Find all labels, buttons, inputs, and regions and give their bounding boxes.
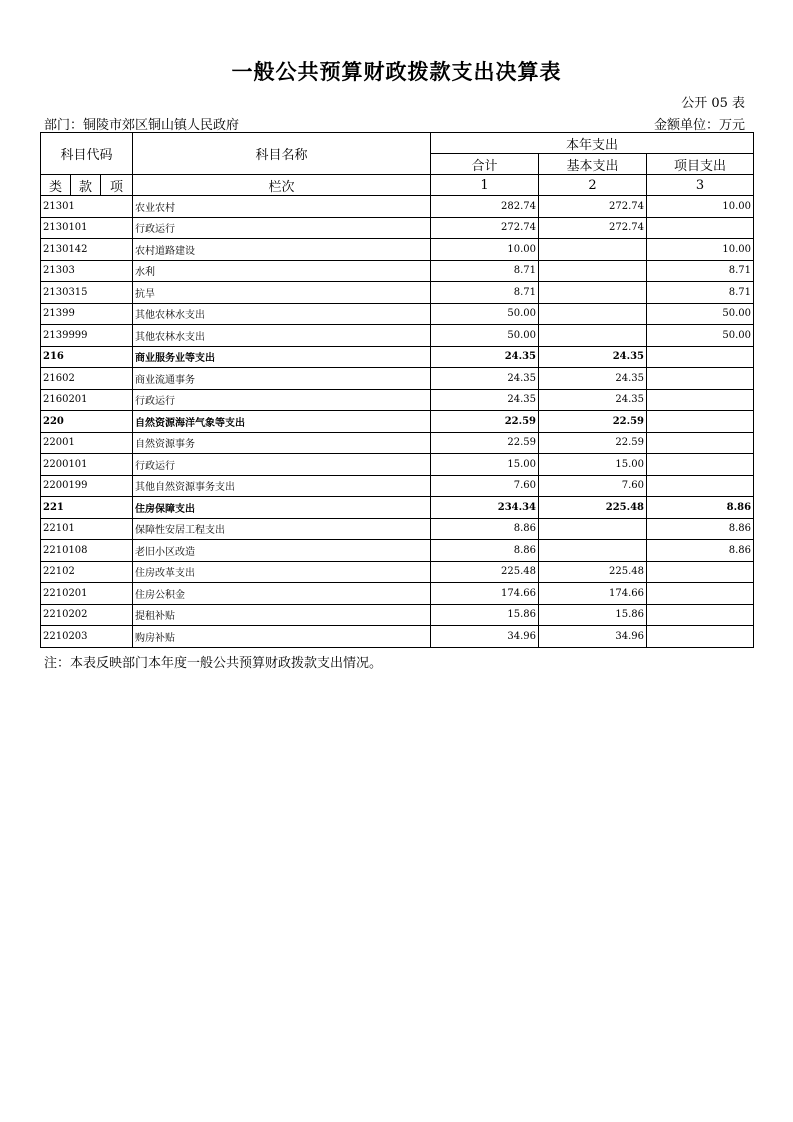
table-row xyxy=(41,282,754,304)
cell-code: 2210202 xyxy=(41,604,133,626)
cell-project: 10.00 xyxy=(647,196,754,218)
cell-code: 22102 xyxy=(41,561,133,583)
cell-name: 抗旱 xyxy=(133,282,431,304)
cell-name: 其他农林水支出 xyxy=(133,325,431,347)
cell-total: 8.86 xyxy=(431,518,539,540)
cell-total: 8.71 xyxy=(431,260,539,282)
cell-basic xyxy=(539,260,647,282)
table-row xyxy=(41,454,754,476)
cell-name: 住房改革支出 xyxy=(133,561,431,583)
cell-basic: 24.35 xyxy=(539,389,647,411)
cell-name: 农业农村 xyxy=(133,196,431,218)
table-row xyxy=(41,325,754,347)
table-row xyxy=(41,432,754,454)
cell-basic: 225.48 xyxy=(539,497,647,519)
cell-total: 10.00 xyxy=(431,239,539,261)
cell-basic: 24.35 xyxy=(539,346,647,368)
cell-basic: 22.59 xyxy=(539,411,647,433)
cell-total: 272.74 xyxy=(431,217,539,239)
cell-project: 50.00 xyxy=(647,303,754,325)
cell-code: 2139999 xyxy=(41,325,133,347)
cell-project xyxy=(647,475,754,497)
header-project: 项目支出 xyxy=(647,154,754,175)
table-row xyxy=(41,626,754,648)
table-row xyxy=(41,260,754,282)
cell-name: 住房公积金 xyxy=(133,583,431,605)
cell-basic: 24.35 xyxy=(539,368,647,390)
cell-basic xyxy=(539,518,647,540)
cell-project: 8.86 xyxy=(647,497,754,519)
cell-total: 50.00 xyxy=(431,303,539,325)
cell-total: 24.35 xyxy=(431,389,539,411)
cell-name: 行政运行 xyxy=(133,454,431,476)
page-title: 一般公共预算财政拨款支出决算表 xyxy=(231,60,562,84)
cell-project: 8.86 xyxy=(647,518,754,540)
cell-total: 24.35 xyxy=(431,346,539,368)
cell-project xyxy=(647,389,754,411)
cell-code: 2210108 xyxy=(41,540,133,562)
cell-name: 商业服务业等支出 xyxy=(133,346,431,368)
table-row xyxy=(41,303,754,325)
cell-total: 50.00 xyxy=(431,325,539,347)
cell-code: 22001 xyxy=(41,432,133,454)
form-number: 公开 05 表 xyxy=(681,96,745,111)
cell-basic: 15.00 xyxy=(539,454,647,476)
cell-project xyxy=(647,411,754,433)
cell-code: 220 xyxy=(41,411,133,433)
cell-code: 21602 xyxy=(41,368,133,390)
expenditure-table xyxy=(40,132,754,648)
cell-total: 225.48 xyxy=(431,561,539,583)
footnote: 注：本表反映部门本年度一般公共预算财政拨款支出情况。 xyxy=(44,656,383,671)
cell-basic: 15.86 xyxy=(539,604,647,626)
cell-name: 其他自然资源事务支出 xyxy=(133,475,431,497)
table-row xyxy=(41,475,754,497)
header-code: 科目代码 xyxy=(41,133,133,175)
cell-code: 221 xyxy=(41,497,133,519)
cell-code: 216 xyxy=(41,346,133,368)
cell-project xyxy=(647,217,754,239)
cell-basic: 272.74 xyxy=(539,217,647,239)
cell-total: 15.86 xyxy=(431,604,539,626)
cell-code: 21301 xyxy=(41,196,133,218)
cell-total: 34.96 xyxy=(431,626,539,648)
cell-basic xyxy=(539,540,647,562)
cell-project: 8.71 xyxy=(647,282,754,304)
header-lanci: 栏次 xyxy=(133,175,431,196)
table-row xyxy=(41,540,754,562)
cell-total: 22.59 xyxy=(431,411,539,433)
department-label: 部门：铜陵市郊区铜山镇人民政府 xyxy=(44,118,240,133)
cell-project xyxy=(647,561,754,583)
cell-code: 2210203 xyxy=(41,626,133,648)
cell-code: 2200199 xyxy=(41,475,133,497)
cell-name: 商业流通事务 xyxy=(133,368,431,390)
cell-total: 282.74 xyxy=(431,196,539,218)
cell-basic: 272.74 xyxy=(539,196,647,218)
header-current-year: 本年支出 xyxy=(431,133,754,154)
cell-name: 住房保障支出 xyxy=(133,497,431,519)
cell-name: 提租补贴 xyxy=(133,604,431,626)
table-row xyxy=(41,389,754,411)
cell-project: 50.00 xyxy=(647,325,754,347)
cell-code: 22101 xyxy=(41,518,133,540)
cell-name: 购房补贴 xyxy=(133,626,431,648)
header-col-2: 2 xyxy=(539,175,647,196)
cell-project: 10.00 xyxy=(647,239,754,261)
table-row xyxy=(41,497,754,519)
cell-basic xyxy=(539,303,647,325)
cell-project: 8.71 xyxy=(647,260,754,282)
cell-name: 老旧小区改造 xyxy=(133,540,431,562)
cell-code: 21303 xyxy=(41,260,133,282)
cell-code: 2210201 xyxy=(41,583,133,605)
cell-total: 8.86 xyxy=(431,540,539,562)
cell-name: 保障性安居工程支出 xyxy=(133,518,431,540)
table-row xyxy=(41,368,754,390)
cell-code: 2130142 xyxy=(41,239,133,261)
cell-code: 2200101 xyxy=(41,454,133,476)
table-row xyxy=(41,411,754,433)
amount-unit-label: 金额单位：万元 xyxy=(653,118,745,133)
cell-total: 7.60 xyxy=(431,475,539,497)
cell-total: 22.59 xyxy=(431,432,539,454)
table-body xyxy=(41,196,754,648)
cell-basic xyxy=(539,325,647,347)
cell-basic: 34.96 xyxy=(539,626,647,648)
header-lei: 类 xyxy=(41,175,71,196)
cell-total: 234.34 xyxy=(431,497,539,519)
table-row xyxy=(41,217,754,239)
cell-name: 其他农林水支出 xyxy=(133,303,431,325)
cell-project xyxy=(647,346,754,368)
cell-total: 8.71 xyxy=(431,282,539,304)
cell-project xyxy=(647,454,754,476)
cell-code: 2130101 xyxy=(41,217,133,239)
cell-project: 8.86 xyxy=(647,540,754,562)
cell-project xyxy=(647,626,754,648)
cell-name: 水利 xyxy=(133,260,431,282)
cell-project xyxy=(647,583,754,605)
cell-name: 自然资源事务 xyxy=(133,432,431,454)
cell-total: 174.66 xyxy=(431,583,539,605)
header-xiang: 项 xyxy=(101,175,133,196)
cell-code: 21399 xyxy=(41,303,133,325)
cell-total: 24.35 xyxy=(431,368,539,390)
cell-total: 15.00 xyxy=(431,454,539,476)
header-col-1: 1 xyxy=(431,175,539,196)
cell-name: 农村道路建设 xyxy=(133,239,431,261)
table-row xyxy=(41,196,754,218)
table-row xyxy=(41,561,754,583)
cell-project xyxy=(647,432,754,454)
table-row xyxy=(41,583,754,605)
header-name: 科目名称 xyxy=(133,133,431,175)
header-total: 合计 xyxy=(431,154,539,175)
cell-project xyxy=(647,368,754,390)
header-kuan: 款 xyxy=(71,175,101,196)
cell-basic: 225.48 xyxy=(539,561,647,583)
cell-code: 2130315 xyxy=(41,282,133,304)
cell-name: 行政运行 xyxy=(133,217,431,239)
cell-code: 2160201 xyxy=(41,389,133,411)
cell-basic xyxy=(539,239,647,261)
cell-project xyxy=(647,604,754,626)
cell-basic: 22.59 xyxy=(539,432,647,454)
cell-name: 自然资源海洋气象等支出 xyxy=(133,411,431,433)
header-basic: 基本支出 xyxy=(539,154,647,175)
header-col-3: 3 xyxy=(647,175,754,196)
table-row xyxy=(41,518,754,540)
cell-basic: 174.66 xyxy=(539,583,647,605)
cell-name: 行政运行 xyxy=(133,389,431,411)
table-row xyxy=(41,604,754,626)
table-row xyxy=(41,239,754,261)
table-row xyxy=(41,346,754,368)
cell-basic: 7.60 xyxy=(539,475,647,497)
cell-basic xyxy=(539,282,647,304)
